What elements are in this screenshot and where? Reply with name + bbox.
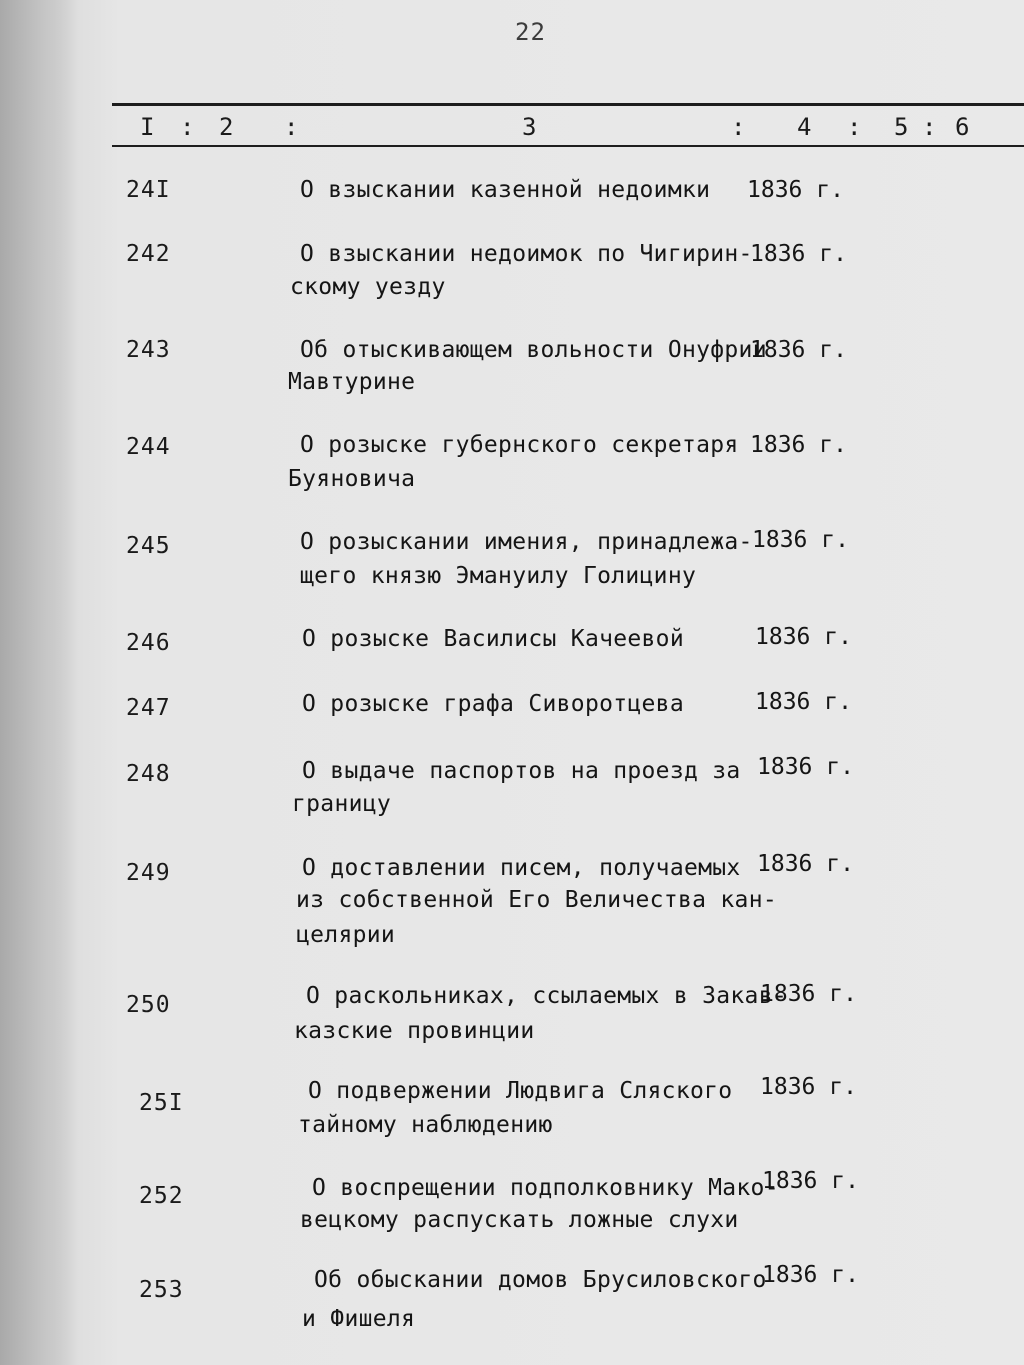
entry-title-line: вецкому распускать ложные слухи bbox=[300, 1207, 739, 1233]
entry-number: 246 bbox=[126, 630, 171, 656]
entry-year: 1836 г. bbox=[752, 527, 849, 553]
entry-year: 1836 г. bbox=[762, 1262, 859, 1288]
entry-title-line: Об отыскивающем вольности Онуфрии bbox=[300, 337, 767, 363]
column-separator: : bbox=[284, 113, 299, 141]
entry-number: 250 bbox=[126, 992, 171, 1018]
header-top-rule bbox=[112, 103, 1024, 106]
entry-title-line: Мавтурине bbox=[288, 369, 416, 395]
column-separator: : bbox=[731, 113, 746, 141]
entry-title-line: О выдаче паспортов на проезд за bbox=[302, 758, 741, 784]
entry-number: 253 bbox=[139, 1277, 184, 1303]
entry-year: 1836 г. bbox=[757, 754, 854, 780]
entry-title-line: О подвержении Людвига Сляского bbox=[308, 1078, 733, 1104]
page-number: 22 bbox=[515, 18, 546, 46]
entry-title-line: О воспрещении подполковнику Мако- bbox=[312, 1175, 779, 1201]
entry-year: 1836 г. bbox=[750, 337, 847, 363]
entry-year: 1836 г. bbox=[747, 177, 844, 203]
entry-title-line: скому уезду bbox=[290, 274, 446, 300]
entry-title-line: Об обыскании домов Брусиловского bbox=[314, 1267, 767, 1293]
entry-year: 1836 г. bbox=[760, 1074, 857, 1100]
entry-title-line: О розыске губернского секретаря bbox=[300, 432, 739, 458]
column-header-6: 6 bbox=[955, 113, 970, 141]
entry-title-line: О розыске графа Сиворотцева bbox=[302, 691, 684, 717]
entry-year: 1836 г. bbox=[750, 432, 847, 458]
entry-number: 25I bbox=[139, 1090, 184, 1116]
entry-title-line: щего князю Эмануилу Голицину bbox=[300, 563, 697, 589]
entry-number: 244 bbox=[126, 434, 171, 460]
column-separator: : bbox=[922, 113, 937, 141]
entry-title-line: О взыскании недоимок по Чигирин- bbox=[300, 241, 753, 267]
entry-title-line: Буяновича bbox=[288, 466, 416, 492]
column-header-4: 4 bbox=[797, 113, 812, 141]
entry-number: 242 bbox=[126, 241, 171, 267]
entry-year: 1836 г. bbox=[760, 981, 857, 1007]
entry-title-line: целярии bbox=[296, 922, 396, 948]
header-bottom-rule bbox=[112, 145, 1024, 147]
entry-number: 245 bbox=[126, 533, 171, 559]
column-header-5: 5 bbox=[894, 113, 909, 141]
entry-number: 249 bbox=[126, 860, 171, 886]
entry-title-line: из собственной Его Величества кан- bbox=[296, 887, 778, 913]
column-separator: : bbox=[847, 113, 862, 141]
page-spine-shadow bbox=[0, 0, 78, 1365]
column-header-1: I bbox=[140, 113, 155, 141]
entry-year: 1836 г. bbox=[762, 1168, 859, 1194]
entry-year: 1836 г. bbox=[750, 241, 847, 267]
entry-title-line: О розыске Василисы Качеевой bbox=[302, 626, 684, 652]
entry-number: 252 bbox=[139, 1183, 184, 1209]
entry-title-line: О доставлении писем, получаемых bbox=[302, 855, 741, 881]
entry-title-line: и Фишеля bbox=[302, 1306, 416, 1332]
entry-number: 247 bbox=[126, 695, 171, 721]
entry-year: 1836 г. bbox=[755, 624, 852, 650]
entry-year: 1836 г. bbox=[755, 689, 852, 715]
entry-year: 1836 г. bbox=[757, 851, 854, 877]
entry-number: 243 bbox=[126, 337, 171, 363]
entry-title-line: границу bbox=[292, 791, 392, 817]
entry-title-line: тайному наблюдению bbox=[298, 1112, 553, 1138]
entry-number: 248 bbox=[126, 761, 171, 787]
entry-title-line: О раскольниках, ссылаемых в Закав- bbox=[306, 983, 788, 1009]
entry-title-line: О розыскании имения, принадлежа- bbox=[300, 529, 753, 555]
column-separator: : bbox=[180, 113, 195, 141]
column-header-3: 3 bbox=[522, 113, 537, 141]
entry-title-line: О взыскании казенной недоимки bbox=[300, 177, 711, 203]
column-header-2: 2 bbox=[219, 113, 234, 141]
entry-title-line: казские провинции bbox=[294, 1018, 535, 1044]
entry-number: 24I bbox=[126, 177, 171, 203]
